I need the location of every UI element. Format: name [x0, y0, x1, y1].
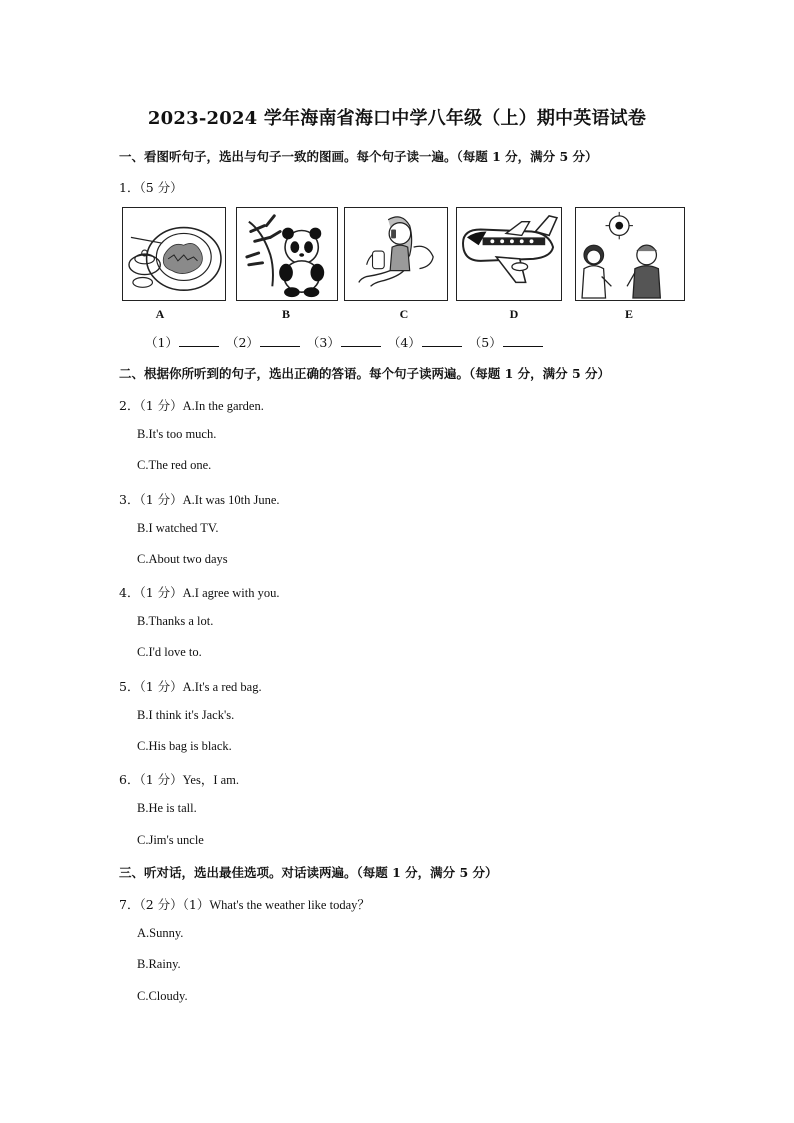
blank-label-4: （4）: [387, 335, 421, 350]
question-7: [119, 895, 370, 913]
blank-label-2: （2）: [225, 335, 259, 350]
question-3-prefix: 3．（1 分）: [119, 492, 183, 507]
question-7-stem: What's the weather like today？: [209, 898, 370, 912]
question-3: [119, 490, 280, 508]
question-2-option-a: A.In the garden.: [182, 399, 264, 413]
food-plate-icon: [123, 208, 225, 300]
question-2-option-c: C.The red one.: [137, 458, 212, 472]
question-5-prefix: 5．（1 分）: [119, 679, 183, 694]
question-7-option-c: C.Cloudy.: [137, 989, 188, 1003]
question-5: [119, 677, 262, 695]
question-4: [119, 583, 280, 601]
question-3-option-c: C.About two days: [137, 552, 228, 566]
blank-label-3: （3）: [306, 335, 340, 350]
question-6-option-b: B.He is tall.: [137, 801, 197, 815]
picture-c: [344, 207, 448, 301]
question-7-option-b: B.Rainy.: [137, 957, 181, 971]
picture-a-label: A: [155, 307, 165, 321]
panda-icon: [237, 208, 337, 300]
section-heading-3: 三、听对话，选出最佳选项。对话读两遍。（每题 1 分，满分 5 分）: [119, 865, 498, 880]
picture-a: [122, 207, 226, 301]
page-title: 2023-2024 学年海南省海口中学八年级（上）期中英语试卷: [147, 108, 647, 129]
picture-b: [236, 207, 338, 301]
picture-e-label: E: [624, 307, 633, 321]
blank-label-5: （5）: [468, 335, 502, 350]
question-6-prefix: 6．（1 分）: [119, 772, 183, 787]
answer-blank-3[interactable]: [341, 334, 381, 347]
question-1-label: 1．（5 分）: [119, 180, 183, 195]
question-3-option-a: A.It was 10th June.: [182, 493, 280, 507]
question-2-prefix: 2．（1 分）: [119, 398, 183, 413]
question-2: [119, 396, 264, 414]
picture-d-label: D: [509, 307, 519, 321]
section-heading-1: 一、看图听句子，选出与句子一致的图画。每个句子读一遍。（每题 1 分，满分 5 分）: [119, 149, 598, 164]
question-4-option-a: A.I agree with you.: [182, 586, 280, 600]
section-heading-2: 二、根据你所听到的句子，选出正确的答语。每个句子读两遍。（每题 1 分，满分 5 分）: [119, 366, 611, 381]
question-6-option-c: C.Jim's uncle: [137, 833, 204, 847]
picture-b-label: B: [281, 307, 290, 321]
question-4-prefix: 4．（1 分）: [119, 585, 183, 600]
picture-c-label: C: [399, 307, 409, 321]
blank-label-1: （1）: [145, 335, 178, 350]
answer-blanks: [145, 333, 546, 351]
question-5-option-a: A.It's a red bag.: [182, 680, 262, 694]
answer-blank-1[interactable]: [179, 334, 219, 347]
question-5-option-c: C.His bag is black.: [137, 739, 232, 753]
two-kids-talking-icon: [576, 208, 684, 300]
picture-d: [456, 207, 562, 301]
answer-blank-4[interactable]: [422, 334, 462, 347]
question-2-option-b: B.It's too much.: [137, 427, 217, 441]
answer-blank-5[interactable]: [503, 334, 543, 347]
question-7-prefix: 7．（2 分）（1）: [119, 897, 210, 912]
question-4-option-b: B.Thanks a lot.: [137, 614, 214, 628]
girl-on-phone-icon: [345, 208, 447, 300]
question-5-option-b: B.I think it's Jack's.: [137, 708, 235, 722]
question-4-option-c: C.I'd love to.: [137, 645, 202, 659]
airplane-icon: [457, 208, 561, 300]
question-6: [119, 770, 239, 788]
picture-e: [575, 207, 685, 301]
question-3-option-b: B.I watched TV.: [137, 521, 219, 535]
question-7-option-a: A.Sunny.: [137, 926, 184, 940]
question-6-option-a: Yes，I am.: [182, 773, 240, 787]
answer-blank-2[interactable]: [260, 334, 300, 347]
